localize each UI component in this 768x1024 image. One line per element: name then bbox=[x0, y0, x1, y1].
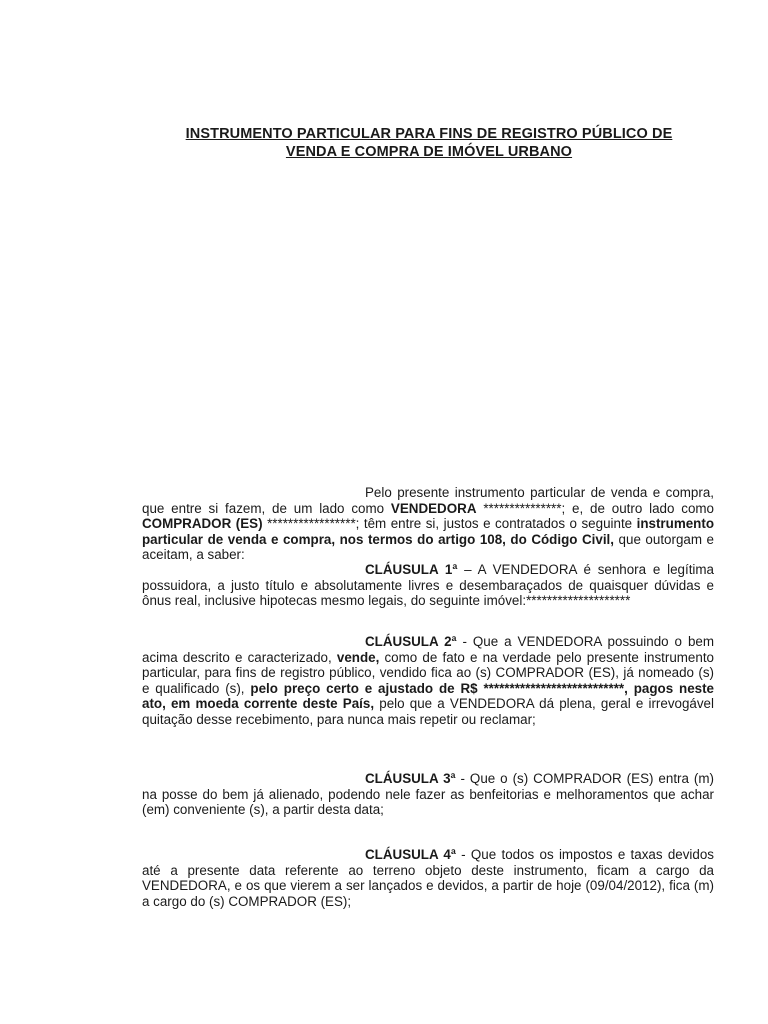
document-title-line-1: INSTRUMENTO PARTICULAR PARA FINS DE REGISTRO PÚBLICO DE bbox=[185, 126, 673, 142]
clausula-3-paragraph bbox=[142, 771, 714, 818]
instrumento-bold-text: instrumento particular de venda e compra, nos termos do artigo 108, do Código Civil, bbox=[142, 516, 714, 547]
clausula-2-text-3: pelo que a VENDEDORA dá plena, geral e irrevogável quitação desse recebimento, para nunca mais repetir ou reclamar; bbox=[142, 696, 714, 727]
clausula-2-paragraph bbox=[142, 634, 714, 728]
clausula-3-label: CLÁUSULA 3ª bbox=[365, 771, 456, 786]
intro-text-4: que outorgam e aceitam, a saber: bbox=[142, 531, 714, 563]
preco-bold-text: pelo preço certo e ajustado de R$ ***************************, pagos neste ato, em moeda corrente deste País, bbox=[142, 680, 714, 712]
clausula-1-paragraph bbox=[142, 562, 714, 609]
vendedora-label: VENDEDORA bbox=[390, 500, 477, 516]
clausula-1-label: CLÁUSULA 1ª bbox=[365, 562, 458, 577]
intro-text-2: ***************; e, de outro lado como bbox=[476, 500, 714, 516]
vende-bold-text: vende, bbox=[336, 649, 380, 665]
clausula-2-label: CLÁUSULA 2ª bbox=[365, 634, 457, 649]
document-title-line-2: VENDA E COMPRA DE IMÓVEL URBANO bbox=[285, 144, 573, 160]
clausula-2-text-2: como de fato e na verdade pelo presente instrumento particular, para fins de registro público, vendido fica ao (s) COMPRADOR (ES), já nomeado (s) e qualificado (s), bbox=[142, 649, 714, 696]
clausula-4-text: - Que todos os impostos e taxas devidos até a presente data referente ao terreno objeto deste instrumento, ficam a cargo da VENDEDORA, e os que vierem a ser lançados e devidos, a partir de hoje (09/04/2012), fica (m) a cargo do (s) COMPRADOR (ES); bbox=[142, 847, 714, 909]
clausula-3-text: - Que o (s) COMPRADOR (ES) entra (m) na posse do bem já alienado, podendo nele fazer as benfeitorias e melhoramentos que achar (em) conveniente (s), a partir desta data; bbox=[142, 771, 714, 818]
clausula-4-paragraph bbox=[142, 847, 714, 909]
clausula-2-text-1: - Que a VENDEDORA possuindo o bem acima descrito e caracterizado, bbox=[142, 634, 714, 665]
clausula-1-text: – A VENDEDORA é senhora e legítima possuidora, a justo título e absolutamente livres e desembaraçados de quaisquer dúvidas e ônus real, inclusive hipotecas mesmo legais, do seguinte imóvel:******************** bbox=[142, 562, 714, 609]
intro-text-3: *****************; têm entre si, justos e contratados o seguinte bbox=[262, 516, 637, 532]
intro-text-1: Pelo presente instrumento particular de venda e compra, que entre si fazem, de um lado como bbox=[142, 485, 714, 516]
comprador-label: COMPRADOR (ES) bbox=[142, 516, 263, 532]
clausula-4-label: CLÁUSULA 4ª bbox=[365, 847, 456, 862]
document-title bbox=[140, 125, 718, 161]
intro-paragraph bbox=[142, 485, 714, 563]
